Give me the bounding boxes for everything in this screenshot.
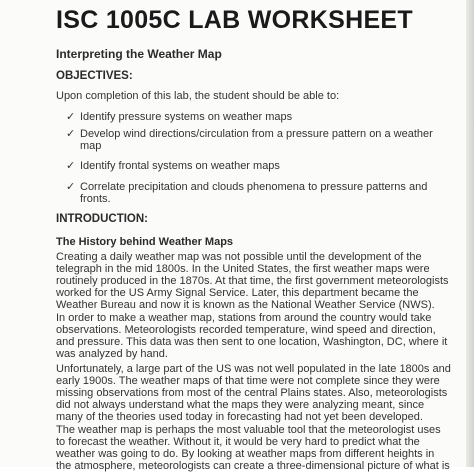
paragraph-line: the atmosphere, meteorologists can create a three-dimensional picture of what is	[56, 460, 450, 472]
paragraph-line: The weather map is perhaps the most valuable tool that the meteorologist uses	[56, 424, 441, 436]
objectives-heading: OBJECTIVES:	[56, 70, 133, 82]
paragraph-line: Unfortunately, a large part of the US was not well populated in the late 1800s and	[56, 363, 451, 375]
paragraph-line: In order to make a weather map, stations from around the country would take	[56, 312, 432, 324]
paragraph-line: was analyzed by hand.	[56, 348, 168, 360]
objective-text-continued: fronts.	[80, 193, 111, 205]
paragraph	[56, 424, 460, 472]
objective-text: Identify frontal systems on weather maps	[80, 160, 280, 172]
objective-text-continued: map	[80, 140, 102, 152]
objective-text: Identify pressure systems on weather maps	[80, 111, 293, 123]
paragraph-line: to forecast the weather. Without it, it would be very hard to predict what the	[56, 436, 420, 448]
paragraph	[56, 251, 460, 311]
check-icon: ✓	[66, 160, 76, 172]
paragraph	[56, 363, 460, 423]
document-subtitle: Interpreting the Weather Map	[56, 47, 222, 61]
paragraph-line: worked for the US Army Signal Service. Later, this department became the	[56, 287, 419, 299]
introduction-heading: INTRODUCTION:	[56, 213, 148, 225]
paragraph-line: routinely produced in the 1870s. At that time, the first government meteorologists	[56, 275, 449, 287]
paragraph-line: observations. Meteorologists recorded temperature, wind speed and direction,	[56, 324, 436, 336]
check-icon: ✓	[66, 128, 76, 140]
page-edge-shadow	[466, 0, 474, 467]
paragraph-line: and pressure. This data was then sent to one location, Washington, DC, where it	[56, 336, 448, 348]
paragraph-line: weather was going to do. By looking at weather maps from different heights in	[56, 448, 435, 460]
paragraph-line: did not always understand what the maps they were analyzing meant, since	[56, 399, 425, 411]
paragraph-line: telegraph in the mid 1800s. In the United States, the first weather maps were	[56, 263, 430, 275]
document-title: ISC 1005C LAB WORKSHEET	[56, 6, 413, 34]
check-icon: ✓	[66, 181, 76, 193]
paragraph-line: Creating a daily weather map was not possible until the development of the	[56, 251, 422, 263]
objective-text: Develop wind directions/circulation from a pressure pattern on a weather	[80, 128, 433, 140]
objective-text: Correlate precipitation and clouds phenomena to pressure patterns and	[80, 181, 428, 193]
paragraph-line: Weather Bureau and now it is known as the National Weather Service (NWS).	[56, 299, 435, 311]
objectives-intro: Upon completion of this lab, the student should be able to:	[56, 90, 340, 102]
history-heading: The History behind Weather Maps	[56, 236, 234, 248]
check-icon: ✓	[66, 111, 76, 123]
paragraph	[56, 312, 460, 360]
paragraph-line: missing observations from most of the central Plains states. Also, meteorologists	[56, 387, 448, 399]
paragraph-line: many of the theories used today in forecasting had not yet been developed.	[56, 411, 423, 423]
paragraph-line: early 1900s. The weather maps of that time were not complete since they were	[56, 375, 440, 387]
